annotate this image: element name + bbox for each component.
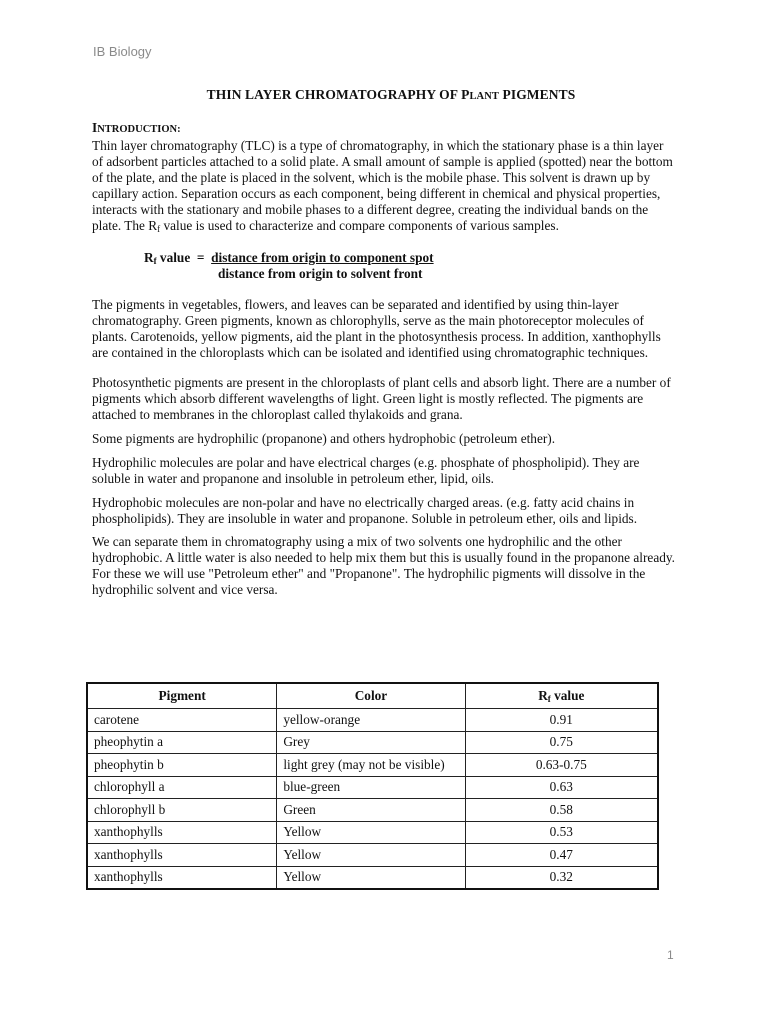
title-prefix: THIN LAYER CHROMATOGRAPHY OF P [206, 87, 470, 102]
introduction-heading [92, 120, 676, 138]
cell-rf: 0.58 [465, 799, 658, 822]
cell-rf: 0.63 [465, 776, 658, 799]
title-suffix: PIGMENTS [499, 87, 576, 102]
table-row [87, 776, 658, 799]
cell-rf: 0.91 [465, 709, 658, 732]
separation-paragraph: We can separate them in chromatography using a mix of two solvents one hydrophilic and the other hydrophobic. A little water is also needed to help mix them but this is usually found in the propanone already. For these we will use "Petroleum ether" and "Propanone". The hydrophilic pigments will dissolve in the hydrophilic solvent and vice versa. [92, 534, 675, 597]
table-row [87, 866, 658, 889]
hydrophilic-paragraph: Hydrophilic molecules are polar and have electrical charges (e.g. phosphate of phospholipid). They are soluble in water and propanone and insoluble in petroleum ether, lipid, oils. [92, 455, 640, 486]
cell-rf: 0.47 [465, 844, 658, 867]
intro-text-b: value is used to characterize and compare components of various samples. [160, 218, 559, 233]
header-rf-sub: f [547, 694, 551, 704]
pigment-table [86, 682, 659, 890]
cell-pigment: chlorophyll b [87, 799, 277, 822]
cell-rf: 0.53 [465, 821, 658, 844]
cell-color: Yellow [277, 844, 465, 867]
rf-formula [144, 250, 676, 282]
cell-pigment: pheophytin b [87, 754, 277, 777]
cell-color: Grey [277, 731, 465, 754]
formula-row-numerator [144, 250, 676, 266]
cell-rf: 0.63-0.75 [465, 754, 658, 777]
title-smallcaps: LANT [469, 91, 500, 102]
table-row [87, 821, 658, 844]
header-pigment: Pigment [87, 683, 277, 709]
intro-heading-rest: NTRODUCTION: [97, 124, 181, 135]
cell-color: Yellow [277, 821, 465, 844]
cell-color: Green [277, 799, 465, 822]
table-row [87, 754, 658, 777]
photosynthetic-paragraph: Photosynthetic pigments are present in the chloroplasts of plant cells and absorb light. There are a number of pigments which absorb different wavelengths of light. Green light is mostly reflected. The pigments are attached to membranes in the chloroplast called thylakoids and grana. [92, 375, 671, 422]
cell-color: yellow-orange [277, 709, 465, 732]
cell-rf: 0.75 [465, 731, 658, 754]
hydrophilic-hydrophobic-paragraph: Some pigments are hydrophilic (propanone) and others hydrophobic (petroleum ether). [92, 431, 556, 446]
hydrophobic-paragraph: Hydrophobic molecules are non-polar and have no electrically charged areas. (e.g. fatty acid chains in phospholipids). They are insoluble in water and propanone. Soluble in petroleum ether, oils and lipids. [92, 495, 638, 526]
pigments-paragraph: The pigments in vegetables, flowers, and leaves can be separated and identified by using thin-layer chromatography. Green pigments, known as chlorophylls, serve as the main photoreceptor molecules of plants. Carotenoids, yellow pigments, aid the plant in the photosynthesis process. In addition, xanthophylls are contained in the chloroplasts which can be isolated and identified using chromatographic techniques. [92, 297, 661, 360]
formula-numerator: distance from origin to component spot [211, 250, 434, 265]
intro-text-sub: f [157, 224, 161, 234]
cell-pigment: chlorophyll a [87, 776, 277, 799]
intro-text-a: Thin layer chromatography (TLC) is a type of chromatography, in which the stationary phase is a thin layer of adsorbent particles attached to a solid plate. A small amount of sample is applied (spotted) near the bottom of the plate, and the plate is placed in the solvent, which is the mobile phase. This solvent is drawn up by capillary action. Separation occurs as each component, being different in chemical and physical properties, interacts with the stationary and mobile phases to a different degree, creating the individual bands on the plate. The R [92, 138, 673, 233]
table-row [87, 799, 658, 822]
cell-color: Yellow [277, 866, 465, 889]
header-color: Color [277, 683, 465, 709]
cell-rf: 0.32 [465, 866, 658, 889]
cell-pigment: xanthophylls [87, 821, 277, 844]
formula-lhs-rest: value = [156, 250, 212, 265]
cell-pigment: xanthophylls [87, 844, 277, 867]
formula-lhs-sub: f [153, 256, 157, 266]
page-header: IB Biology [93, 44, 152, 59]
formula-denominator: distance from origin to solvent front [218, 266, 423, 281]
table-row [87, 731, 658, 754]
cell-color: blue-green [277, 776, 465, 799]
table-header-row [87, 683, 658, 709]
cell-color: light grey (may not be visible) [277, 754, 465, 777]
page-number: 1 [667, 948, 674, 962]
table-row [87, 844, 658, 867]
table-row [87, 709, 658, 732]
cell-pigment: pheophytin a [87, 731, 277, 754]
introduction-paragraph [92, 138, 676, 234]
cell-pigment: carotene [87, 709, 277, 732]
document-title [0, 87, 768, 103]
formula-lhs-r: R [144, 250, 154, 265]
header-rf-rest: value [550, 688, 585, 703]
intro-heading-cap: I [92, 120, 98, 135]
document-body [92, 120, 676, 598]
cell-pigment: xanthophylls [87, 866, 277, 889]
header-rf-value [465, 683, 658, 709]
header-rf-r: R [538, 688, 548, 703]
